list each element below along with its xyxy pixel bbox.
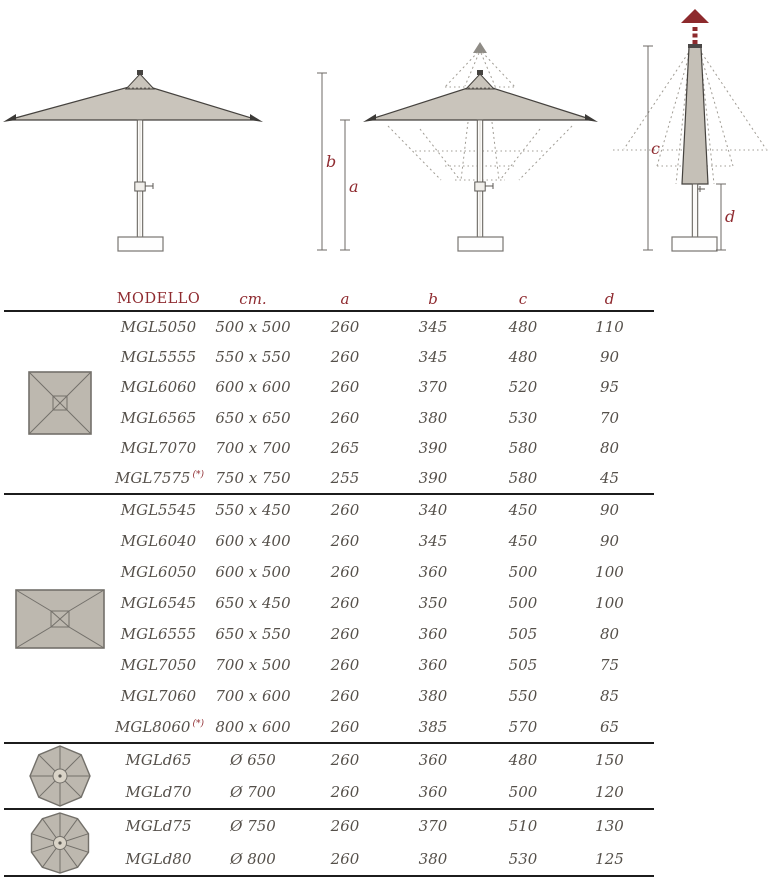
cell-modello <box>115 687 202 705</box>
table-row <box>115 843 654 876</box>
cell-d: 80 <box>599 624 620 643</box>
dim-label-c: c <box>651 139 660 158</box>
model-name: MGL7070 <box>120 438 197 457</box>
umbrella-base <box>118 237 163 251</box>
cell-cm: 550 x 450 <box>215 501 291 520</box>
cell-d: 125 <box>595 849 624 868</box>
cell-a: 260 <box>330 532 360 551</box>
cell-b: 360 <box>418 655 448 674</box>
pole-clamp <box>475 182 485 191</box>
cell-modello <box>115 817 202 835</box>
table-row <box>115 463 654 493</box>
cell-d: 80 <box>599 438 620 457</box>
cell-c: 520 <box>508 378 538 397</box>
cell-c: 570 <box>508 717 538 736</box>
cell-cm: Ø 650 <box>230 751 276 769</box>
table-row <box>115 619 654 650</box>
model-note: (*) <box>192 469 205 480</box>
cell-modello <box>115 625 202 643</box>
cell-b: 370 <box>418 817 448 836</box>
cell-d: 65 <box>599 717 620 736</box>
cell-cm: Ø 750 <box>230 817 276 836</box>
cell-d: 150 <box>595 751 624 769</box>
cell-a: 260 <box>330 318 360 337</box>
cell-d: 120 <box>595 783 624 801</box>
cell-modello <box>115 850 202 868</box>
model-name: MGLd75 <box>125 817 192 836</box>
cell-c: 480 <box>508 318 538 337</box>
cell-a: 260 <box>330 594 360 613</box>
cell-d: 90 <box>599 501 620 520</box>
cell-b: 350 <box>418 594 448 613</box>
cell-c: 505 <box>508 655 538 674</box>
cell-b: 370 <box>418 378 448 397</box>
cell-d: 45 <box>599 468 620 487</box>
cell-modello <box>115 318 202 336</box>
rectangle-plan-icon <box>4 495 115 742</box>
cell-c: 580 <box>508 438 538 457</box>
cell-modello <box>115 751 202 769</box>
umbrella-base <box>458 237 503 251</box>
cell-a: 260 <box>330 348 360 367</box>
cell-modello <box>115 594 202 612</box>
cell-d: 90 <box>599 532 620 551</box>
cell-c: 500 <box>508 563 538 582</box>
header-a: a <box>340 290 350 308</box>
table-row <box>115 312 654 342</box>
cell-cm: 700 x 500 <box>215 655 291 674</box>
cell-cm: 500 x 500 <box>215 318 291 337</box>
cell-b: 380 <box>418 849 448 868</box>
cell-cm: 750 x 750 <box>215 468 291 487</box>
model-name: MGL6545 <box>120 594 197 613</box>
cell-cm: 650 x 650 <box>215 408 291 427</box>
cell-d: 70 <box>599 408 620 427</box>
cell-a: 265 <box>330 438 360 457</box>
model-name: MGLd70 <box>125 783 192 801</box>
cell-d: 110 <box>595 318 624 337</box>
pole-clamp <box>135 182 145 191</box>
cell-c: 530 <box>508 408 538 427</box>
cell-a: 260 <box>330 563 360 582</box>
table-row <box>115 557 654 588</box>
table-row <box>115 744 654 776</box>
table-row <box>115 810 654 843</box>
table-row <box>115 372 654 402</box>
cell-cm: 650 x 450 <box>215 594 291 613</box>
cell-cm: 650 x 550 <box>215 624 291 643</box>
cell-a: 260 <box>330 717 360 736</box>
cell-a: 260 <box>330 686 360 705</box>
table-row <box>115 711 654 742</box>
model-note: (*) <box>192 718 205 729</box>
cell-d: 90 <box>599 348 620 367</box>
dim-label-a: a <box>349 177 359 196</box>
table-header-row <box>4 288 654 312</box>
cell-a: 260 <box>330 849 360 868</box>
cell-c: 505 <box>508 624 538 643</box>
cell-c: 500 <box>508 594 538 613</box>
cell-modello <box>115 656 202 674</box>
cell-modello <box>115 717 205 736</box>
table-group-square-plan <box>4 312 654 495</box>
square-plan-icon <box>4 312 115 493</box>
cell-a: 255 <box>330 468 360 487</box>
cell-modello <box>115 563 202 581</box>
model-name: MGL5545 <box>120 501 197 520</box>
cell-d: 75 <box>599 655 620 674</box>
cell-b: 390 <box>418 438 448 457</box>
cell-b: 385 <box>418 717 448 736</box>
cell-b: 360 <box>418 563 448 582</box>
model-name: MGL7050 <box>120 655 197 674</box>
model-name: MGL7575 <box>115 468 191 487</box>
cell-c: 510 <box>508 817 538 836</box>
cell-cm: 800 x 600 <box>215 717 291 736</box>
header-cm: cm. <box>239 290 267 308</box>
lift-arrow-icon <box>681 9 709 23</box>
model-name: MGL6555 <box>120 624 197 643</box>
cell-c: 550 <box>508 686 538 705</box>
cell-c: 580 <box>508 468 538 487</box>
umbrella-diagrams <box>0 0 770 270</box>
model-name: MGL8060 <box>115 717 191 736</box>
cell-d: 100 <box>595 563 624 582</box>
cell-b: 340 <box>418 501 448 520</box>
table-group-octagon-plan <box>4 744 654 810</box>
table-row <box>115 776 654 808</box>
table-row <box>115 495 654 526</box>
cell-modello <box>115 783 202 801</box>
cell-a: 260 <box>330 501 360 520</box>
cell-cm: 600 x 600 <box>215 378 291 397</box>
cell-cm: Ø 800 <box>230 849 276 868</box>
cell-b: 345 <box>418 318 448 337</box>
dim-label-d: d <box>725 207 736 226</box>
cell-cm: 700 x 700 <box>215 438 291 457</box>
spec-table <box>4 288 654 877</box>
cell-c: 450 <box>508 532 538 551</box>
cell-modello <box>115 378 202 396</box>
model-name: MGL6060 <box>120 378 197 397</box>
table-row <box>115 649 654 680</box>
cell-modello <box>115 409 202 427</box>
cell-b: 390 <box>418 468 448 487</box>
cell-modello <box>115 501 202 519</box>
table-group-rectangle-plan <box>4 495 654 744</box>
cell-modello <box>115 532 202 550</box>
header-c: c <box>518 290 528 308</box>
cell-a: 260 <box>330 624 360 643</box>
header-d: d <box>604 290 615 308</box>
cell-a: 260 <box>330 378 360 397</box>
cell-cm: 600 x 500 <box>215 563 291 582</box>
decagon-plan-icon <box>4 810 115 875</box>
cell-d: 130 <box>595 817 624 836</box>
cell-modello <box>115 348 202 366</box>
table-group-decagon-plan <box>4 810 654 877</box>
cell-c: 530 <box>508 849 538 868</box>
table-row <box>115 680 654 711</box>
umbrella-base <box>672 237 717 251</box>
model-name: MGL6050 <box>120 563 197 582</box>
model-name: MGL5555 <box>120 348 197 367</box>
table-row <box>115 433 654 463</box>
header-modello: MODELLO <box>116 291 201 307</box>
table-row <box>115 403 654 433</box>
cell-modello <box>115 439 202 457</box>
cell-a: 260 <box>330 751 360 769</box>
cell-c: 450 <box>508 501 538 520</box>
model-name: MGL7060 <box>120 686 197 705</box>
cell-a: 260 <box>330 408 360 427</box>
cell-d: 100 <box>595 594 624 613</box>
model-name: MGL5050 <box>120 318 197 337</box>
cell-b: 360 <box>418 751 448 769</box>
cell-b: 380 <box>418 408 448 427</box>
cell-c: 480 <box>508 348 538 367</box>
cell-b: 345 <box>418 348 448 367</box>
header-b: b <box>428 290 438 308</box>
cell-cm: 600 x 400 <box>215 532 291 551</box>
umbrella-closing-diagram <box>363 42 598 251</box>
cell-d: 85 <box>599 686 620 705</box>
octagon-plan-icon <box>4 744 115 808</box>
cell-modello <box>115 468 205 487</box>
cell-b: 345 <box>418 532 448 551</box>
cell-cm: Ø 700 <box>230 783 276 801</box>
cell-d: 95 <box>599 378 620 397</box>
table-row <box>115 526 654 557</box>
dim-label-b: b <box>326 152 337 171</box>
cell-b: 360 <box>418 783 448 801</box>
table-row <box>115 342 654 372</box>
table-row <box>115 588 654 619</box>
model-name: MGLd65 <box>125 751 192 769</box>
umbrella-open-diagram <box>3 70 263 251</box>
umbrella-closed-diagram <box>613 9 770 251</box>
model-name: MGL6565 <box>120 408 197 427</box>
cell-cm: 550 x 550 <box>215 348 291 367</box>
cell-a: 260 <box>330 783 360 801</box>
cell-b: 380 <box>418 686 448 705</box>
cell-cm: 700 x 600 <box>215 686 291 705</box>
cell-c: 500 <box>508 783 538 801</box>
cell-a: 260 <box>330 817 360 836</box>
model-name: MGLd80 <box>125 849 192 868</box>
cell-c: 480 <box>508 751 538 769</box>
cell-a: 260 <box>330 655 360 674</box>
model-name: MGL6040 <box>120 532 197 551</box>
cell-b: 360 <box>418 624 448 643</box>
